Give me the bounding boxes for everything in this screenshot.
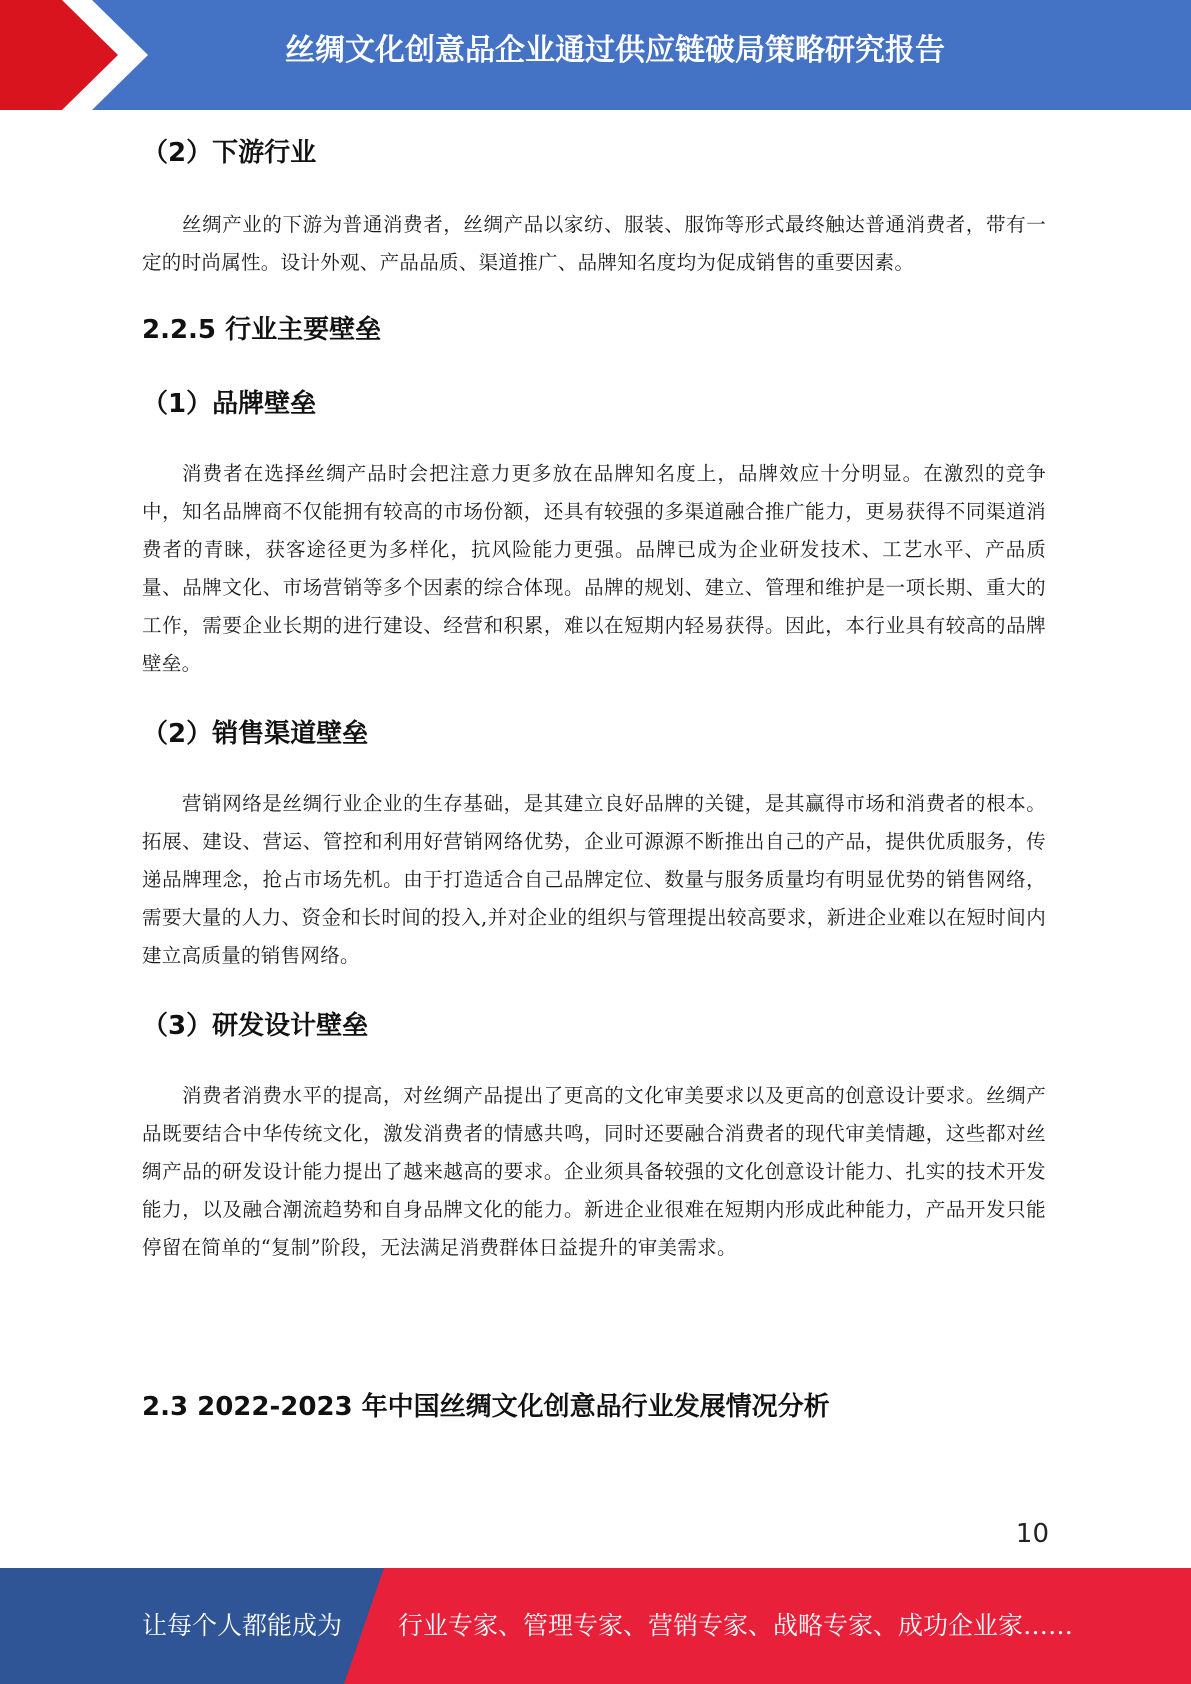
page-number: 10: [1015, 1519, 1049, 1549]
paragraph-brand-barrier: 消费者在选择丝绸产品时会把注意力更多放在品牌知名度上，品牌效应十分明显。在激烈的竞争中，知名品牌商不仅能拥有较高的市场份额，还具有较强的多渠道融合推广能力，更易获得不同渠道消费者的青睐，获客途径更为多样化，抗风险能力更强。品牌已成为企业研发技术、工艺水平、产品质量、品牌文化、市场营销等多个因素的综合体现。品牌的规划、建立、管理和维护是一项长期、重大的工作，需要企业长期的进行建设、经营和积累，难以在短期内轻易获得。因此，本行业具有较高的品牌壁垒。: [142, 462, 1046, 675]
heading-section-2-3: 2.3 2022-2023 年中国丝绸文化创意品行业发展情况分析: [142, 1392, 830, 1422]
paragraph-downstream: 丝绸产业的下游为普通消费者，丝绸产品以家纺、服装、服饰等形式最终触达普通消费者，带有一定的时尚属性。设计外观、产品品质、渠道推广、品牌知名度均为促成销售的重要因素。: [142, 213, 1046, 274]
footer-slogan-left: 让每个人都能成为: [142, 1611, 343, 1640]
heading-rd-barrier: （3）研发设计壁垒: [142, 1011, 369, 1041]
page-header: [0, 0, 1191, 110]
heading-brand-barrier: （1）品牌壁垒: [142, 389, 317, 419]
report-title: 丝绸文化创意品企业通过供应链破局策略研究报告: [285, 33, 945, 68]
footer-slogan-right: 行业专家、管理专家、营销专家、战略专家、成功企业家……: [398, 1611, 1074, 1640]
paragraph-rd-barrier: 消费者消费水平的提高，对丝绸产品提出了更高的文化审美要求以及更高的创意设计要求。丝绸产品既要结合中华传统文化，激发消费者的情感共鸣，同时还要融合消费者的现代审美情趣，这些都对丝绸产品的研发设计能力提出了越来越高的要求。企业须具备较强的文化创意设计能力、扎实的技术开发能力，以及融合潮流趋势和自身品牌文化的能力。新进企业很难在短期内形成此种能力，产品开发只能停留在简单的“复制”阶段，无法满足消费群体日益提升的审美需求。: [142, 1084, 1046, 1259]
heading-downstream: （2）下游行业: [142, 138, 317, 168]
heading-industry-barriers: 2.2.5 行业主要壁垒: [142, 315, 382, 345]
page-footer: [0, 1568, 1191, 1684]
paragraph-channel-barrier: 营销网络是丝绸行业企业的生存基础，是其建立良好品牌的关键，是其赢得市场和消费者的根本。拓展、建设、营运、管控和利用好营销网络优势，企业可源源不断推出自己的产品，提供优质服务，传递品牌理念，抢占市场先机。由于打造适合自己品牌定位、数量与服务质量均有明显优势的销售网络，需要大量的人力、资金和长时间的投入,并对企业的组织与管理提出较高要求，新进企业难以在短时间内建立高质量的销售网络。: [142, 792, 1046, 967]
heading-channel-barrier: （2）销售渠道壁垒: [142, 719, 369, 749]
